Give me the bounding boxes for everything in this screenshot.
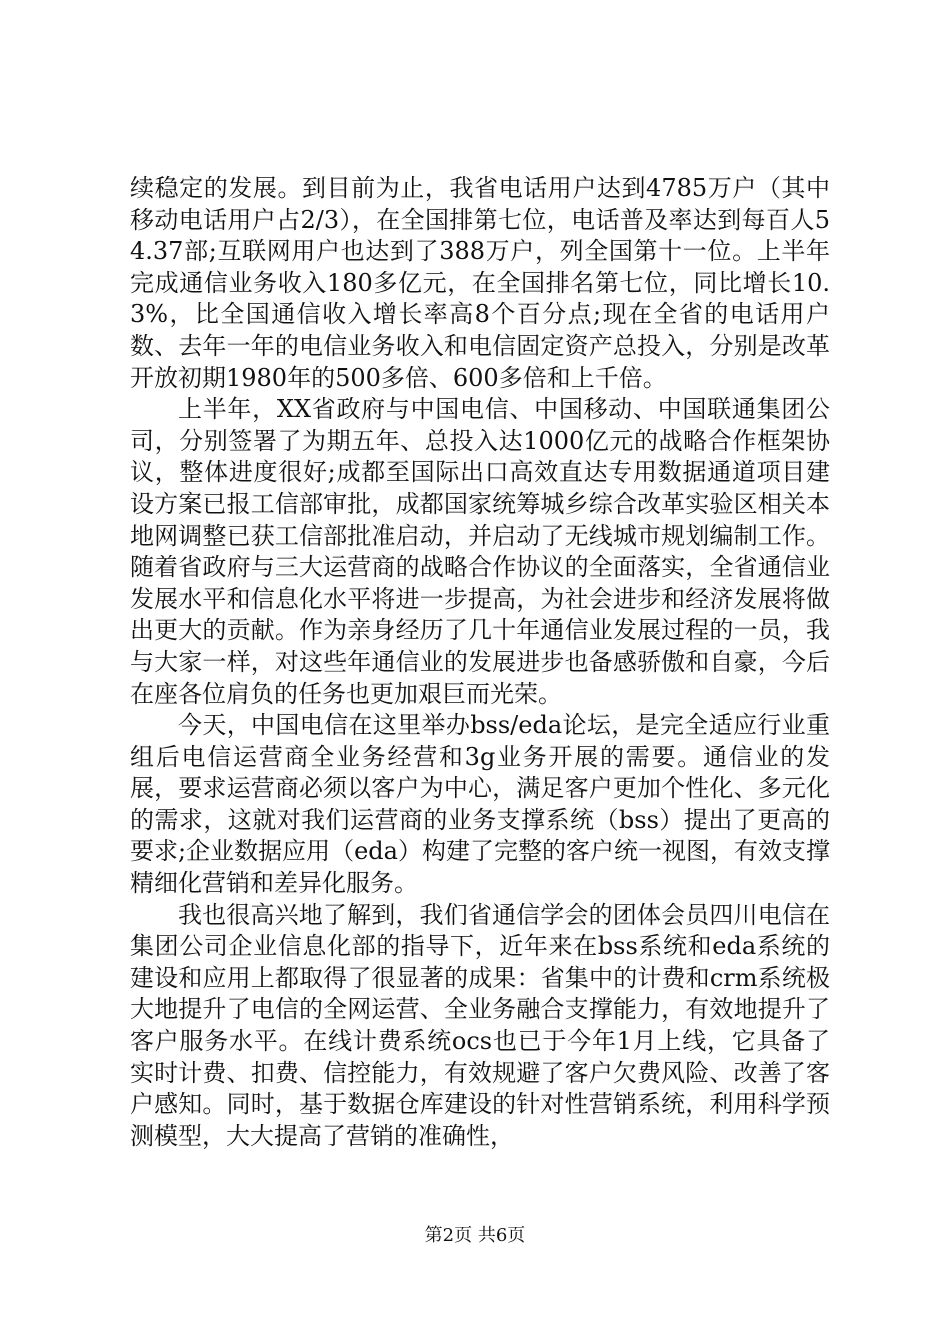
- paragraph-4: 我也很高兴地了解到，我们省通信学会的团体会员四川电信在集团公司企业信息化部的指导下，近年来在bss系统和eda系统的建设和应用上都取得了很显著的成果：省集中的计费和crm系统极大地提升了电信的全网运营、全业务融合支撑能力，有效地提升了客户服务水平。在线计费系统ocs也已于今年1月上线，它具备了实时计费、扣费、信控能力，有效规避了客户欠费风险、改善了客户感知。同时，基于数据仓库建设的针对性营销系统，利用科学预测模型，大大提高了营销的准确性，: [130, 900, 830, 1150]
- paragraph-2: 上半年，XX省政府与中国电信、中国移动、中国联通集团公司，分别签署了为期五年、总投入达1000亿元的战略合作框架协议，整体进度很好;成都至国际出口高效直达专用数据通道项目建设方案已报工信部审批，成都国家统筹城乡综合改革实验区相关本地网调整已获工信部批准启动，并启动了无线城市规划编制工作。随着省政府与三大运营商的战略合作协议的全面落实，全省通信业发展水平和信息化水平将进一步提高，为社会进步和经济发展将做出更大的贡献。作为亲身经历了几十年通信业发展过程的一员，我与大家一样，对这些年通信业的发展进步也备感骄傲和自豪，今后在座各位肩负的任务也更加艰巨而光荣。: [130, 395, 830, 708]
- paragraph-1: 续稳定的发展。到目前为止，我省电话用户达到4785万户（其中移动电话用户占2/3），在全国排第七位，电话普及率达到每百人54.37部;互联网用户也达到了388万户，列全国第十一位。上半年完成通信业务收入180多亿元，在全国排名第七位，同比增长10.3%，比全国通信收入增长率高8个百分点;现在全省的电话用户数、去年一年的电信业务收入和电信固定资产总投入，分别是改革开放初期1980年的500多倍、600多倍和上千倍。: [130, 174, 830, 392]
- page-footer: 第2页 共6页: [424, 1225, 526, 1246]
- paragraph-3: 今天，中国电信在这里举办bss/eda论坛，是完全适应行业重组后电信运营商全业务经营和3g业务开展的需要。通信业的发展，要求运营商必须以客户为中心，满足客户更加个性化、多元化的需求，这就对我们运营商的业务支撑系统（bss）提出了更高的要求;企业数据应用（eda）构建了完整的客户统一视图，有效支撑精细化营销和差异化服务。: [130, 711, 830, 898]
- document-body: [130, 173, 830, 1152]
